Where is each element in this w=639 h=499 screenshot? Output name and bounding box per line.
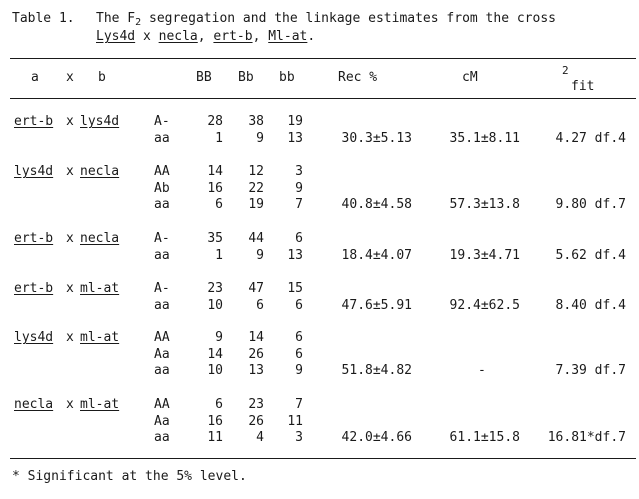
header-fit-superscript: 2 — [562, 64, 569, 77]
header-Bb: Bb — [238, 70, 254, 85]
count-BB: 11 — [207, 430, 223, 445]
cross-x: x — [66, 231, 74, 246]
count-Bb: 4 — [256, 430, 264, 445]
cross-parent-a: lys4d — [14, 330, 54, 345]
footnote: * Significant at the 5% level. — [12, 469, 247, 484]
count-BB: 9 — [215, 330, 223, 345]
chi-square-fit: 4.27 df.4 — [555, 130, 626, 146]
cross-parent-b: ml-at — [80, 397, 120, 412]
cross-x: x — [66, 397, 74, 412]
count-Bb: 26 — [248, 346, 264, 362]
chi-square-fit: 9.80 df.7 — [555, 197, 626, 212]
count-bb: 13 — [287, 247, 303, 263]
header-BB: BB — [196, 70, 212, 85]
header-x: x — [66, 70, 74, 85]
caption-comma-1: , — [197, 29, 214, 44]
count-Bb: 9 — [256, 247, 264, 263]
header-cm: cM — [462, 70, 478, 85]
count-bb: 11 — [287, 413, 303, 429]
cross-parent-a: ert-b — [14, 114, 54, 129]
count-bb: 13 — [287, 130, 303, 146]
top-rule — [10, 58, 636, 59]
count-bb: 3 — [295, 430, 303, 445]
genotype-class: aa — [154, 430, 170, 445]
count-bb: 6 — [295, 330, 303, 345]
count-Bb: 44 — [248, 231, 264, 246]
count-BB: 1 — [215, 247, 223, 263]
count-Bb: 38 — [248, 114, 264, 129]
header-b: b — [98, 70, 106, 85]
header-rule — [10, 98, 636, 99]
chi-square-fit: 8.40 df.4 — [555, 297, 626, 313]
header-fit: fit — [571, 79, 595, 94]
bottom-rule — [10, 458, 636, 459]
genotype-class: aa — [154, 197, 170, 212]
count-BB: 14 — [207, 164, 223, 179]
count-bb: 15 — [287, 281, 303, 296]
chi-square-fit: 7.39 df.7 — [555, 363, 626, 378]
genotype-class: Ab — [154, 180, 170, 196]
caption-line-2 — [96, 29, 315, 44]
centimorgan-estimate: 57.3±13.8 — [449, 197, 520, 212]
centimorgan-estimate: 92.4±62.5 — [449, 297, 520, 313]
count-Bb: 6 — [256, 297, 264, 313]
caption-subscript: 2 — [135, 17, 142, 28]
count-bb: 7 — [295, 197, 303, 212]
caption-period: . — [307, 29, 316, 44]
count-BB: 16 — [207, 413, 223, 429]
chi-square-fit: 5.62 df.4 — [555, 247, 626, 263]
count-Bb: 22 — [248, 180, 264, 196]
genotype-class: A- — [154, 281, 170, 296]
count-Bb: 14 — [248, 330, 264, 345]
cross-x: x — [66, 281, 74, 296]
recombination-percent: 18.4±4.07 — [341, 247, 412, 263]
cross-parent-a: necla — [14, 397, 54, 412]
table-label: Table 1. — [12, 11, 75, 26]
count-BB: 14 — [207, 346, 223, 362]
count-bb: 6 — [295, 346, 303, 362]
centimorgan-estimate: 35.1±8.11 — [449, 130, 520, 146]
chi-square-fit: 16.81*df.7 — [547, 430, 626, 445]
genotype-class: Aa — [154, 413, 170, 429]
recombination-percent: 42.0±4.66 — [341, 430, 412, 445]
count-Bb: 23 — [248, 397, 264, 412]
count-BB: 10 — [207, 363, 223, 378]
count-Bb: 9 — [256, 130, 264, 146]
caption-comma-2: , — [252, 29, 269, 44]
genotype-class: Aa — [154, 346, 170, 362]
cross-parent-a: ert-b — [14, 281, 54, 296]
count-BB: 6 — [215, 397, 223, 412]
recombination-percent: 47.6±5.91 — [341, 297, 412, 313]
cross-parent-b: ml-at — [80, 281, 120, 296]
genotype-class: aa — [154, 297, 170, 313]
header-rec: Rec % — [338, 70, 378, 85]
count-Bb: 12 — [248, 164, 264, 179]
caption-cross-lys4d: Lys4d — [96, 29, 136, 44]
cross-parent-a: lys4d — [14, 164, 54, 179]
caption-text-start: The F — [96, 11, 136, 26]
genotype-class: aa — [154, 363, 170, 378]
genotype-class: aa — [154, 130, 170, 146]
count-BB: 16 — [207, 180, 223, 196]
caption-line-1 — [96, 11, 556, 26]
count-bb: 9 — [295, 363, 303, 378]
count-Bb: 26 — [248, 413, 264, 429]
recombination-percent: 30.3±5.13 — [341, 130, 412, 146]
header-a: a — [31, 70, 39, 85]
count-BB: 23 — [207, 281, 223, 296]
cross-parent-b: ml-at — [80, 330, 120, 345]
count-BB: 10 — [207, 297, 223, 313]
genotype-class: A- — [154, 114, 170, 129]
count-bb: 9 — [295, 180, 303, 196]
cross-parent-b: lys4d — [80, 114, 120, 129]
genotype-class: AA — [154, 397, 170, 412]
count-Bb: 13 — [248, 363, 264, 378]
caption-cross-ml-at: Ml-at — [268, 29, 308, 44]
count-Bb: 47 — [248, 281, 264, 296]
caption-cross-necla: necla — [158, 29, 198, 44]
cross-parent-b: necla — [80, 164, 120, 179]
count-BB: 1 — [215, 130, 223, 146]
caption-text-end: segregation and the linkage estimates from the cross — [141, 11, 556, 26]
genotype-class: A- — [154, 231, 170, 246]
cross-parent-b: necla — [80, 231, 120, 246]
count-bb: 3 — [295, 164, 303, 179]
caption-cross-ert-b: ert-b — [213, 29, 253, 44]
header-bb: bb — [279, 70, 295, 85]
cross-x: x — [66, 164, 74, 179]
count-BB: 35 — [207, 231, 223, 246]
cross-parent-a: ert-b — [14, 231, 54, 246]
count-BB: 6 — [215, 197, 223, 212]
caption-x: x — [135, 29, 159, 44]
count-bb: 19 — [287, 114, 303, 129]
centimorgan-estimate: - — [478, 363, 486, 378]
genotype-class: aa — [154, 247, 170, 263]
count-bb: 6 — [295, 231, 303, 246]
recombination-percent: 51.8±4.82 — [341, 363, 412, 378]
cross-x: x — [66, 330, 74, 345]
genotype-class: AA — [154, 330, 170, 345]
cross-x: x — [66, 114, 74, 129]
count-BB: 28 — [207, 114, 223, 129]
recombination-percent: 40.8±4.58 — [341, 197, 412, 212]
count-bb: 6 — [295, 297, 303, 313]
centimorgan-estimate: 61.1±15.8 — [449, 430, 520, 445]
centimorgan-estimate: 19.3±4.71 — [449, 247, 520, 263]
genotype-class: AA — [154, 164, 170, 179]
count-Bb: 19 — [248, 197, 264, 212]
count-bb: 7 — [295, 397, 303, 412]
